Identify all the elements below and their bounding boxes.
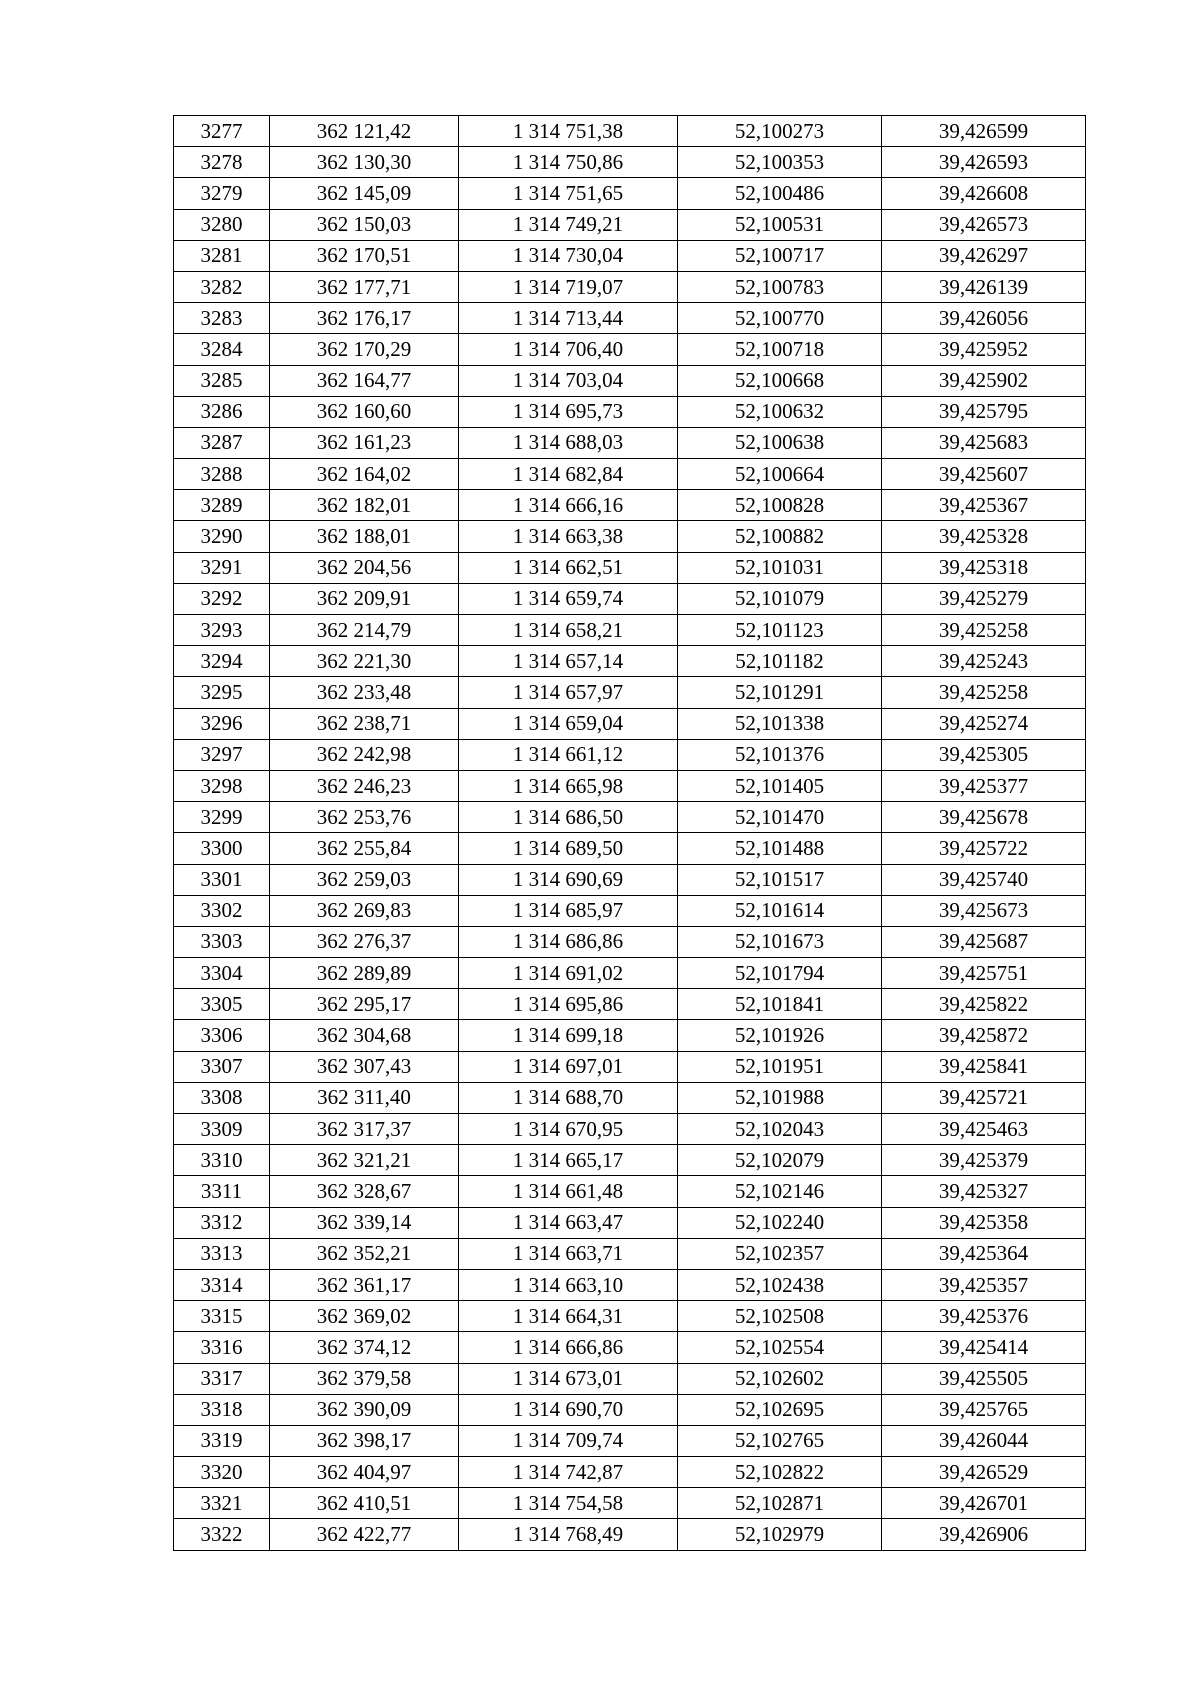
longitude-cell: 39,426608 <box>882 178 1086 209</box>
x-coordinate-cell: 362 295,17 <box>270 989 459 1020</box>
table-row <box>174 1394 1086 1425</box>
point-number-cell: 3318 <box>174 1394 270 1425</box>
latitude-cell: 52,100770 <box>678 303 882 334</box>
latitude-cell: 52,101488 <box>678 833 882 864</box>
longitude-cell: 39,425376 <box>882 1301 1086 1332</box>
table-row <box>174 583 1086 614</box>
longitude-cell: 39,425274 <box>882 708 1086 739</box>
longitude-cell: 39,425607 <box>882 459 1086 490</box>
table-row <box>174 178 1086 209</box>
table-row <box>174 646 1086 677</box>
point-number-cell: 3295 <box>174 677 270 708</box>
latitude-cell: 52,100632 <box>678 396 882 427</box>
point-number-cell: 3279 <box>174 178 270 209</box>
x-coordinate-cell: 362 321,21 <box>270 1145 459 1176</box>
point-number-cell: 3303 <box>174 926 270 957</box>
y-coordinate-cell: 1 314 719,07 <box>459 271 678 302</box>
table-row <box>174 864 1086 895</box>
table-row <box>174 1519 1086 1550</box>
y-coordinate-cell: 1 314 688,03 <box>459 427 678 458</box>
longitude-cell: 39,425358 <box>882 1207 1086 1238</box>
table-row <box>174 1488 1086 1519</box>
latitude-cell: 52,100664 <box>678 459 882 490</box>
y-coordinate-cell: 1 314 686,86 <box>459 926 678 957</box>
longitude-cell: 39,425952 <box>882 334 1086 365</box>
y-coordinate-cell: 1 314 706,40 <box>459 334 678 365</box>
x-coordinate-cell: 362 374,12 <box>270 1332 459 1363</box>
table-row <box>174 1457 1086 1488</box>
table-row <box>174 271 1086 302</box>
x-coordinate-cell: 362 379,58 <box>270 1363 459 1394</box>
y-coordinate-cell: 1 314 768,49 <box>459 1519 678 1550</box>
table-row <box>174 895 1086 926</box>
x-coordinate-cell: 362 121,42 <box>270 116 459 147</box>
latitude-cell: 52,100718 <box>678 334 882 365</box>
x-coordinate-cell: 362 259,03 <box>270 864 459 895</box>
y-coordinate-cell: 1 314 750,86 <box>459 147 678 178</box>
x-coordinate-cell: 362 214,79 <box>270 615 459 646</box>
point-number-cell: 3312 <box>174 1207 270 1238</box>
table-row <box>174 708 1086 739</box>
table-row <box>174 1051 1086 1082</box>
y-coordinate-cell: 1 314 657,97 <box>459 677 678 708</box>
point-number-cell: 3309 <box>174 1114 270 1145</box>
x-coordinate-cell: 362 176,17 <box>270 303 459 334</box>
y-coordinate-cell: 1 314 695,86 <box>459 989 678 1020</box>
x-coordinate-cell: 362 170,51 <box>270 240 459 271</box>
latitude-cell: 52,101470 <box>678 802 882 833</box>
y-coordinate-cell: 1 314 661,12 <box>459 739 678 770</box>
point-number-cell: 3308 <box>174 1082 270 1113</box>
point-number-cell: 3291 <box>174 552 270 583</box>
point-number-cell: 3320 <box>174 1457 270 1488</box>
table-row <box>174 396 1086 427</box>
y-coordinate-cell: 1 314 703,04 <box>459 365 678 396</box>
table-row <box>174 209 1086 240</box>
latitude-cell: 52,101182 <box>678 646 882 677</box>
point-number-cell: 3310 <box>174 1145 270 1176</box>
x-coordinate-cell: 362 161,23 <box>270 427 459 458</box>
x-coordinate-cell: 362 253,76 <box>270 802 459 833</box>
latitude-cell: 52,100717 <box>678 240 882 271</box>
point-number-cell: 3316 <box>174 1332 270 1363</box>
longitude-cell: 39,425902 <box>882 365 1086 396</box>
point-number-cell: 3290 <box>174 521 270 552</box>
point-number-cell: 3297 <box>174 739 270 770</box>
table-row <box>174 1269 1086 1300</box>
point-number-cell: 3288 <box>174 459 270 490</box>
y-coordinate-cell: 1 314 751,65 <box>459 178 678 209</box>
longitude-cell: 39,426139 <box>882 271 1086 302</box>
latitude-cell: 52,101988 <box>678 1082 882 1113</box>
y-coordinate-cell: 1 314 663,10 <box>459 1269 678 1300</box>
latitude-cell: 52,101794 <box>678 958 882 989</box>
table-row <box>174 365 1086 396</box>
table-row <box>174 677 1086 708</box>
table-row <box>174 1020 1086 1051</box>
point-number-cell: 3299 <box>174 802 270 833</box>
table-row <box>174 926 1086 957</box>
longitude-cell: 39,425379 <box>882 1145 1086 1176</box>
x-coordinate-cell: 362 311,40 <box>270 1082 459 1113</box>
x-coordinate-cell: 362 130,30 <box>270 147 459 178</box>
latitude-cell: 52,101517 <box>678 864 882 895</box>
longitude-cell: 39,425751 <box>882 958 1086 989</box>
table-row <box>174 989 1086 1020</box>
latitude-cell: 52,102357 <box>678 1238 882 1269</box>
longitude-cell: 39,425822 <box>882 989 1086 1020</box>
y-coordinate-cell: 1 314 658,21 <box>459 615 678 646</box>
longitude-cell: 39,426701 <box>882 1488 1086 1519</box>
latitude-cell: 52,100882 <box>678 521 882 552</box>
longitude-cell: 39,426593 <box>882 147 1086 178</box>
table-row <box>174 427 1086 458</box>
table-row <box>174 1238 1086 1269</box>
latitude-cell: 52,101405 <box>678 770 882 801</box>
x-coordinate-cell: 362 160,60 <box>270 396 459 427</box>
longitude-cell: 39,425305 <box>882 739 1086 770</box>
point-number-cell: 3292 <box>174 583 270 614</box>
longitude-cell: 39,425678 <box>882 802 1086 833</box>
latitude-cell: 52,100783 <box>678 271 882 302</box>
latitude-cell: 52,101951 <box>678 1051 882 1082</box>
longitude-cell: 39,425327 <box>882 1176 1086 1207</box>
y-coordinate-cell: 1 314 657,14 <box>459 646 678 677</box>
longitude-cell: 39,426297 <box>882 240 1086 271</box>
coordinates-table <box>173 115 1086 1551</box>
y-coordinate-cell: 1 314 751,38 <box>459 116 678 147</box>
x-coordinate-cell: 362 150,03 <box>270 209 459 240</box>
y-coordinate-cell: 1 314 686,50 <box>459 802 678 833</box>
longitude-cell: 39,426056 <box>882 303 1086 334</box>
longitude-cell: 39,425687 <box>882 926 1086 957</box>
latitude-cell: 52,101376 <box>678 739 882 770</box>
longitude-cell: 39,426906 <box>882 1519 1086 1550</box>
table-row <box>174 552 1086 583</box>
point-number-cell: 3282 <box>174 271 270 302</box>
y-coordinate-cell: 1 314 742,87 <box>459 1457 678 1488</box>
x-coordinate-cell: 362 209,91 <box>270 583 459 614</box>
table-row <box>174 739 1086 770</box>
table-row <box>174 1082 1086 1113</box>
y-coordinate-cell: 1 314 688,70 <box>459 1082 678 1113</box>
latitude-cell: 52,101338 <box>678 708 882 739</box>
x-coordinate-cell: 362 204,56 <box>270 552 459 583</box>
y-coordinate-cell: 1 314 749,21 <box>459 209 678 240</box>
point-number-cell: 3278 <box>174 147 270 178</box>
longitude-cell: 39,425841 <box>882 1051 1086 1082</box>
point-number-cell: 3298 <box>174 770 270 801</box>
x-coordinate-cell: 362 177,71 <box>270 271 459 302</box>
longitude-cell: 39,425463 <box>882 1114 1086 1145</box>
x-coordinate-cell: 362 164,77 <box>270 365 459 396</box>
y-coordinate-cell: 1 314 665,98 <box>459 770 678 801</box>
latitude-cell: 52,102146 <box>678 1176 882 1207</box>
point-number-cell: 3321 <box>174 1488 270 1519</box>
x-coordinate-cell: 362 170,29 <box>270 334 459 365</box>
latitude-cell: 52,102695 <box>678 1394 882 1425</box>
x-coordinate-cell: 362 164,02 <box>270 459 459 490</box>
latitude-cell: 52,100353 <box>678 147 882 178</box>
longitude-cell: 39,425765 <box>882 1394 1086 1425</box>
y-coordinate-cell: 1 314 754,58 <box>459 1488 678 1519</box>
longitude-cell: 39,425721 <box>882 1082 1086 1113</box>
latitude-cell: 52,101926 <box>678 1020 882 1051</box>
x-coordinate-cell: 362 242,98 <box>270 739 459 770</box>
longitude-cell: 39,425683 <box>882 427 1086 458</box>
coordinates-table-body <box>174 116 1086 1551</box>
latitude-cell: 52,100668 <box>678 365 882 396</box>
x-coordinate-cell: 362 304,68 <box>270 1020 459 1051</box>
table-row <box>174 615 1086 646</box>
y-coordinate-cell: 1 314 690,69 <box>459 864 678 895</box>
x-coordinate-cell: 362 307,43 <box>270 1051 459 1082</box>
point-number-cell: 3294 <box>174 646 270 677</box>
y-coordinate-cell: 1 314 699,18 <box>459 1020 678 1051</box>
point-number-cell: 3287 <box>174 427 270 458</box>
y-coordinate-cell: 1 314 659,04 <box>459 708 678 739</box>
latitude-cell: 52,102822 <box>678 1457 882 1488</box>
y-coordinate-cell: 1 314 663,38 <box>459 521 678 552</box>
point-number-cell: 3304 <box>174 958 270 989</box>
point-number-cell: 3305 <box>174 989 270 1020</box>
latitude-cell: 52,102602 <box>678 1363 882 1394</box>
latitude-cell: 52,101614 <box>678 895 882 926</box>
latitude-cell: 52,100638 <box>678 427 882 458</box>
x-coordinate-cell: 362 188,01 <box>270 521 459 552</box>
y-coordinate-cell: 1 314 713,44 <box>459 303 678 334</box>
table-row <box>174 1332 1086 1363</box>
table-row <box>174 240 1086 271</box>
point-number-cell: 3319 <box>174 1425 270 1456</box>
latitude-cell: 52,102554 <box>678 1332 882 1363</box>
longitude-cell: 39,425279 <box>882 583 1086 614</box>
table-row <box>174 147 1086 178</box>
y-coordinate-cell: 1 314 663,71 <box>459 1238 678 1269</box>
table-row <box>174 303 1086 334</box>
point-number-cell: 3302 <box>174 895 270 926</box>
x-coordinate-cell: 362 361,17 <box>270 1269 459 1300</box>
y-coordinate-cell: 1 314 664,31 <box>459 1301 678 1332</box>
x-coordinate-cell: 362 390,09 <box>270 1394 459 1425</box>
longitude-cell: 39,425258 <box>882 615 1086 646</box>
y-coordinate-cell: 1 314 673,01 <box>459 1363 678 1394</box>
longitude-cell: 39,425328 <box>882 521 1086 552</box>
x-coordinate-cell: 362 339,14 <box>270 1207 459 1238</box>
table-row <box>174 334 1086 365</box>
longitude-cell: 39,425795 <box>882 396 1086 427</box>
x-coordinate-cell: 362 246,23 <box>270 770 459 801</box>
y-coordinate-cell: 1 314 661,48 <box>459 1176 678 1207</box>
y-coordinate-cell: 1 314 709,74 <box>459 1425 678 1456</box>
latitude-cell: 52,102438 <box>678 1269 882 1300</box>
point-number-cell: 3283 <box>174 303 270 334</box>
point-number-cell: 3315 <box>174 1301 270 1332</box>
table-row <box>174 1425 1086 1456</box>
table-row <box>174 521 1086 552</box>
longitude-cell: 39,426529 <box>882 1457 1086 1488</box>
point-number-cell: 3311 <box>174 1176 270 1207</box>
y-coordinate-cell: 1 314 659,74 <box>459 583 678 614</box>
longitude-cell: 39,426044 <box>882 1425 1086 1456</box>
latitude-cell: 52,102079 <box>678 1145 882 1176</box>
point-number-cell: 3300 <box>174 833 270 864</box>
x-coordinate-cell: 362 276,37 <box>270 926 459 957</box>
longitude-cell: 39,425872 <box>882 1020 1086 1051</box>
y-coordinate-cell: 1 314 682,84 <box>459 459 678 490</box>
point-number-cell: 3313 <box>174 1238 270 1269</box>
y-coordinate-cell: 1 314 662,51 <box>459 552 678 583</box>
point-number-cell: 3293 <box>174 615 270 646</box>
x-coordinate-cell: 362 369,02 <box>270 1301 459 1332</box>
longitude-cell: 39,425722 <box>882 833 1086 864</box>
table-row <box>174 116 1086 147</box>
latitude-cell: 52,101841 <box>678 989 882 1020</box>
longitude-cell: 39,425367 <box>882 490 1086 521</box>
table-row <box>174 490 1086 521</box>
y-coordinate-cell: 1 314 685,97 <box>459 895 678 926</box>
point-number-cell: 3296 <box>174 708 270 739</box>
latitude-cell: 52,100486 <box>678 178 882 209</box>
table-row <box>174 1145 1086 1176</box>
y-coordinate-cell: 1 314 695,73 <box>459 396 678 427</box>
y-coordinate-cell: 1 314 666,16 <box>459 490 678 521</box>
y-coordinate-cell: 1 314 697,01 <box>459 1051 678 1082</box>
latitude-cell: 52,102979 <box>678 1519 882 1550</box>
x-coordinate-cell: 362 422,77 <box>270 1519 459 1550</box>
latitude-cell: 52,101291 <box>678 677 882 708</box>
x-coordinate-cell: 362 221,30 <box>270 646 459 677</box>
longitude-cell: 39,425258 <box>882 677 1086 708</box>
x-coordinate-cell: 362 328,67 <box>270 1176 459 1207</box>
longitude-cell: 39,425318 <box>882 552 1086 583</box>
latitude-cell: 52,102871 <box>678 1488 882 1519</box>
point-number-cell: 3307 <box>174 1051 270 1082</box>
longitude-cell: 39,425740 <box>882 864 1086 895</box>
x-coordinate-cell: 362 233,48 <box>270 677 459 708</box>
latitude-cell: 52,100273 <box>678 116 882 147</box>
x-coordinate-cell: 362 398,17 <box>270 1425 459 1456</box>
point-number-cell: 3317 <box>174 1363 270 1394</box>
point-number-cell: 3286 <box>174 396 270 427</box>
point-number-cell: 3289 <box>174 490 270 521</box>
latitude-cell: 52,102765 <box>678 1425 882 1456</box>
y-coordinate-cell: 1 314 665,17 <box>459 1145 678 1176</box>
point-number-cell: 3284 <box>174 334 270 365</box>
table-row <box>174 1114 1086 1145</box>
x-coordinate-cell: 362 255,84 <box>270 833 459 864</box>
x-coordinate-cell: 362 352,21 <box>270 1238 459 1269</box>
x-coordinate-cell: 362 404,97 <box>270 1457 459 1488</box>
y-coordinate-cell: 1 314 690,70 <box>459 1394 678 1425</box>
latitude-cell: 52,102043 <box>678 1114 882 1145</box>
point-number-cell: 3277 <box>174 116 270 147</box>
table-row <box>174 833 1086 864</box>
latitude-cell: 52,101123 <box>678 615 882 646</box>
y-coordinate-cell: 1 314 663,47 <box>459 1207 678 1238</box>
point-number-cell: 3301 <box>174 864 270 895</box>
point-number-cell: 3322 <box>174 1519 270 1550</box>
longitude-cell: 39,425505 <box>882 1363 1086 1394</box>
latitude-cell: 52,100828 <box>678 490 882 521</box>
table-row <box>174 770 1086 801</box>
latitude-cell: 52,100531 <box>678 209 882 240</box>
table-row <box>174 459 1086 490</box>
latitude-cell: 52,102240 <box>678 1207 882 1238</box>
latitude-cell: 52,101673 <box>678 926 882 957</box>
x-coordinate-cell: 362 410,51 <box>270 1488 459 1519</box>
latitude-cell: 52,101079 <box>678 583 882 614</box>
table-row <box>174 1207 1086 1238</box>
longitude-cell: 39,425364 <box>882 1238 1086 1269</box>
longitude-cell: 39,425414 <box>882 1332 1086 1363</box>
x-coordinate-cell: 362 269,83 <box>270 895 459 926</box>
y-coordinate-cell: 1 314 730,04 <box>459 240 678 271</box>
y-coordinate-cell: 1 314 670,95 <box>459 1114 678 1145</box>
x-coordinate-cell: 362 182,01 <box>270 490 459 521</box>
x-coordinate-cell: 362 145,09 <box>270 178 459 209</box>
longitude-cell: 39,426573 <box>882 209 1086 240</box>
point-number-cell: 3285 <box>174 365 270 396</box>
table-row <box>174 1301 1086 1332</box>
longitude-cell: 39,425357 <box>882 1269 1086 1300</box>
longitude-cell: 39,426599 <box>882 116 1086 147</box>
longitude-cell: 39,425377 <box>882 770 1086 801</box>
latitude-cell: 52,101031 <box>678 552 882 583</box>
table-row <box>174 1363 1086 1394</box>
point-number-cell: 3314 <box>174 1269 270 1300</box>
table-row <box>174 1176 1086 1207</box>
longitude-cell: 39,425243 <box>882 646 1086 677</box>
latitude-cell: 52,102508 <box>678 1301 882 1332</box>
table-row <box>174 958 1086 989</box>
x-coordinate-cell: 362 317,37 <box>270 1114 459 1145</box>
x-coordinate-cell: 362 289,89 <box>270 958 459 989</box>
point-number-cell: 3280 <box>174 209 270 240</box>
table-row <box>174 802 1086 833</box>
y-coordinate-cell: 1 314 666,86 <box>459 1332 678 1363</box>
point-number-cell: 3306 <box>174 1020 270 1051</box>
point-number-cell: 3281 <box>174 240 270 271</box>
y-coordinate-cell: 1 314 689,50 <box>459 833 678 864</box>
y-coordinate-cell: 1 314 691,02 <box>459 958 678 989</box>
longitude-cell: 39,425673 <box>882 895 1086 926</box>
x-coordinate-cell: 362 238,71 <box>270 708 459 739</box>
